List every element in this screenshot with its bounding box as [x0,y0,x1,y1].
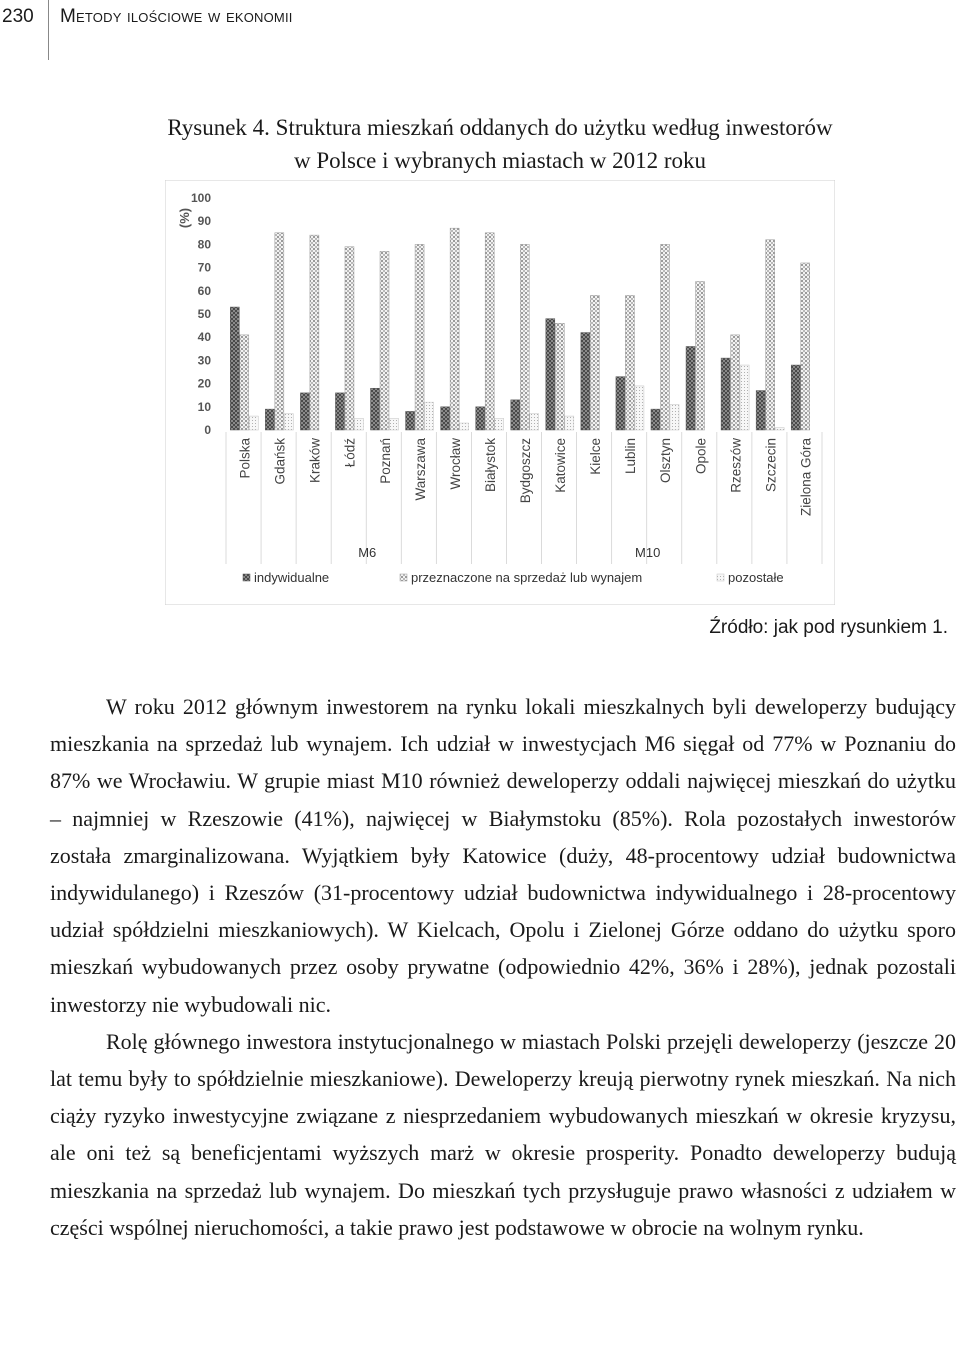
bar [485,233,494,430]
figure-source: Źródło: jak pod rysunkiem 1. [709,617,948,638]
bar [240,335,249,430]
bar [390,418,399,430]
bar [415,244,424,430]
body-text [50,688,956,1246]
x-tick-label: Kraków [307,438,323,484]
x-tick-label: Rzeszów [728,438,744,493]
x-tick-label: Lublin [623,438,639,475]
bar [345,247,354,430]
bar [616,377,625,430]
bar [335,393,344,430]
paragraph: W roku 2012 głównym inwestorem na rynku lokali mieszkalnych byli deweloperzy budujący mieszkania na sprzedaż lub wynajem. Ich udział w inwestycjach M6 sięgał od 77% w Poznaniu do 87% we Wrocławiu. W grupie miast M10 również deweloperzy oddali najwięcej mieszkań do użytku – najmniej w Rzeszowie (41%), najwięcej w Białymstoku (85%). Rola pozostałych inwestorów została zmarginalizowana. Wyjątkiem były Katowice (duży, 48-procentowy udział budownictwa indywidulanego) i Rzeszów (31-procentowy udział budownictwa indywidualnego i 28-procentowy udział spółdzielni mieszkaniowych). W Kielcach, Opolu i Zielonej Górze oddano do użytku sporo mieszkań wybudowanych przez osoby prywatne (odpowiednio 42%, 36% i 28%), jednak pozostali inwestorzy nie wybudowali nic. [50,694,956,1017]
header-rule [48,0,49,60]
bar [740,365,749,430]
group-label: M10 [635,545,661,560]
bar [284,414,293,430]
x-tick-label: Kielce [588,438,604,475]
bar [441,407,450,430]
bar [670,404,679,430]
bar [775,428,784,430]
x-tick-label: Opole [693,438,709,475]
x-tick-label: Polska [237,438,253,479]
bar [721,358,730,430]
bar [731,335,740,430]
bar [495,418,504,430]
bar [310,235,319,430]
bar [565,416,574,430]
bar [766,240,775,430]
bar [380,251,389,430]
page-number: 230 [2,6,34,27]
y-tick-label: 100 [190,191,211,205]
bar [476,407,485,430]
y-tick-label: 70 [197,260,211,275]
paragraph: Rolę głównego inwestora instytucjonalnego w miastach Polski przejęli deweloperzy (jeszcze 20 lat temu były to spółdzielnie mieszkaniowe). Deweloperzy kreują pierwotny rynek mieszkań. Na nich ciąży ryzyko inwestycyjne związane z niesprzedaniem wybudowanych mieszkań w okresie kryzysu, ale oni też są beneficjentami wyższych marż w okresie prosperity. Ponadto deweloperzy budują mieszkania na sprzedaż lub wynajem. Do mieszkań tych przysługuje prawo własności z udziałem w części wspólnej nieruchomości, a takie prawo jest podstawowe w obrocie na wolnym rynku. [50,1028,956,1240]
bar [354,418,363,430]
bar [450,228,459,430]
figure-caption-line2: w Polsce i wybranych miastach w 2012 roku [293,148,706,173]
y-tick-label: 20 [197,376,211,391]
bar [555,323,564,430]
y-tick-label: 10 [197,399,211,414]
bar-chart [165,180,835,605]
x-tick-label: Białystok [482,438,498,493]
bar [651,409,660,430]
bar [696,282,705,430]
y-tick-label: 80 [197,237,211,252]
x-tick-label: Olsztyn [658,438,674,484]
bar [520,244,529,430]
bar [249,416,258,430]
bar [265,409,274,430]
bar [635,386,644,430]
running-head: Metody ilościowe w ekonomii [60,6,293,27]
x-tick-label: Zielona Góra [798,438,814,517]
bar [406,411,415,430]
y-tick-label: 90 [197,214,211,229]
y-tick-label: 60 [197,283,211,298]
legend-label: indywidualne [254,570,330,585]
bar [756,391,765,430]
bar [590,295,599,430]
bar [300,393,309,430]
legend-swatch [717,574,724,581]
bar [801,263,810,430]
x-tick-label: Wrocław [447,438,463,490]
group-label: M6 [358,545,377,560]
bar [511,400,520,430]
bar [686,346,695,430]
legend-label: przeznaczone na sprzedaż lub wynajem [411,570,643,585]
bar [460,423,469,430]
bar [371,388,380,430]
legend-swatch [243,574,250,581]
x-tick-label: Katowice [553,438,569,493]
bar [425,402,434,430]
figure-caption-line1: Rysunek 4. Struktura mieszkań oddanych do użytku według inwestorów [167,115,833,140]
legend-swatch [400,574,407,581]
legend-label: pozostałe [728,570,784,585]
y-tick-label: 50 [197,307,211,321]
bar [625,295,634,430]
x-tick-label: Bydgoszcz [518,438,533,504]
bar [530,414,539,430]
y-axis-label: (%) [177,207,192,229]
y-tick-label: 30 [197,353,211,368]
bar [546,319,555,430]
bar [275,233,284,430]
bar [791,365,800,430]
bar [581,333,590,430]
x-tick-label: Warszawa [412,438,428,501]
bar [660,244,669,430]
x-tick-label: Gdańsk [272,438,288,485]
x-tick-label: Poznań [377,438,393,484]
bar [230,307,239,430]
x-tick-label: Szczecin [763,438,779,493]
x-tick-label: Łódź [342,438,358,468]
y-tick-label: 40 [197,330,211,345]
y-tick-label: 0 [204,423,211,437]
